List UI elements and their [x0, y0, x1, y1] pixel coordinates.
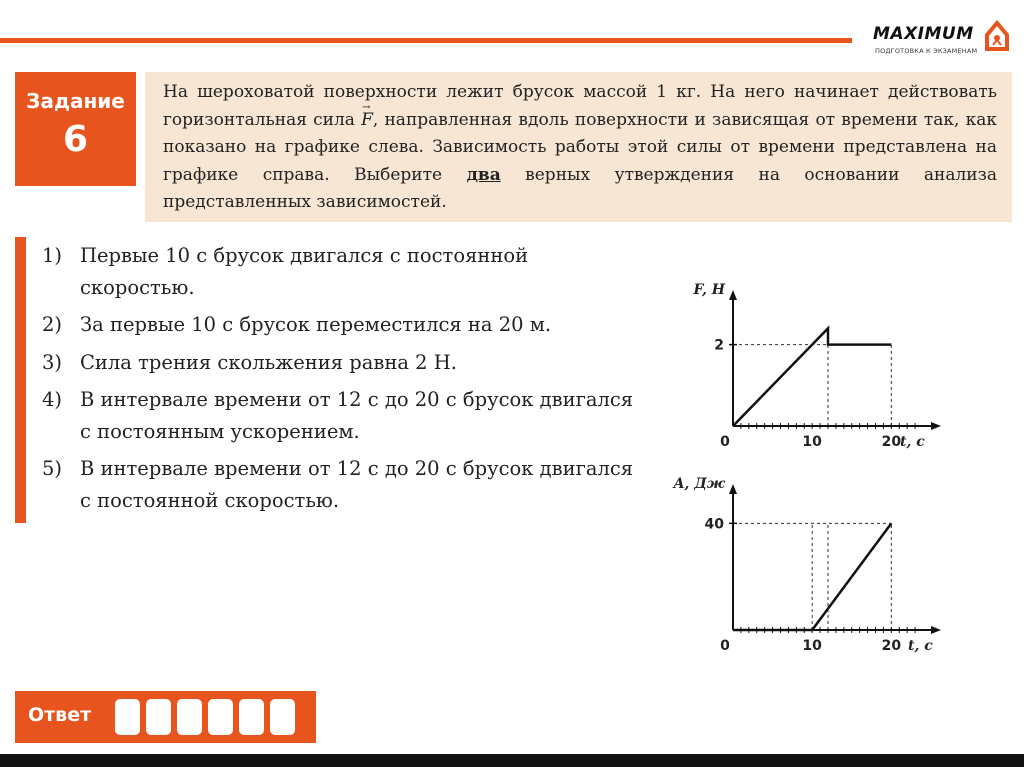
x-tick-label: 20	[881, 638, 902, 654]
options-side-bar	[15, 237, 26, 523]
task-number: 6	[62, 119, 89, 160]
answer-options	[42, 240, 642, 516]
origin-label: 0	[720, 638, 730, 654]
answer-label: Ответ	[28, 704, 92, 726]
option-text: Сила трения скольжения равна 2 Н.	[80, 350, 457, 374]
header-rule	[0, 38, 852, 43]
y-tick-label: 40	[704, 516, 724, 533]
force-vector-symbol: → F	[361, 107, 373, 135]
option-2	[42, 309, 642, 341]
problem-emphasis: два	[466, 164, 501, 185]
logo-house-icon	[983, 19, 1011, 59]
x-axis-label: t, с	[900, 434, 925, 450]
answer-cell[interactable]	[270, 699, 295, 735]
work-time-graph	[673, 476, 940, 660]
x-tick-label: 10	[802, 434, 822, 450]
problem-part-2: , направленная вдоль поверхности и зависящая от времени так, как показано на графике слева. Зависимость работы этой силы от времени представлена на графике справа. Выберите	[163, 109, 997, 185]
option-4	[42, 384, 642, 447]
y-axis-arrow	[729, 484, 737, 494]
x-tick-label: 20	[881, 434, 902, 450]
option-number: 3)	[42, 350, 63, 374]
logo-wordmark: MAXIMUM	[873, 24, 974, 44]
option-number: 2)	[42, 313, 63, 336]
y-axis-arrow	[729, 290, 737, 300]
answer-cell[interactable]	[115, 699, 140, 735]
problem-part-3: верных утверждения на основании анализа представленных зависимостей.	[163, 164, 998, 212]
x-axis-arrow	[931, 626, 941, 634]
option-text: Первые 10 с брусок двигался с постоянной скоростью.	[80, 244, 529, 299]
option-5	[42, 453, 642, 516]
x-axis-label: t, с	[908, 638, 933, 654]
task-badge	[15, 72, 136, 186]
option-number: 1)	[42, 244, 63, 267]
y-axis-label: A, Дж	[673, 476, 725, 492]
y-tick-label: 2	[714, 337, 724, 354]
x-axis-arrow	[931, 422, 941, 430]
option-text: В интервале времени от 12 с до 20 с брусок двигался с постоянным ускорением.	[80, 388, 634, 443]
origin-label: 0	[720, 434, 730, 450]
task-label: Задание	[26, 89, 125, 113]
option-1	[42, 240, 642, 303]
answer-cell[interactable]	[208, 699, 233, 735]
option-number: 4)	[42, 388, 63, 411]
force-time-graph	[680, 282, 940, 456]
maximum-logo	[873, 19, 1011, 61]
x-tick-label: 10	[802, 638, 822, 654]
option-number: 5)	[42, 457, 63, 480]
answer-cell[interactable]	[177, 699, 202, 735]
problem-part-1: На шероховатой поверхности лежит брусок массой 1 кг. На него начинает действовать горизонтальная сила	[163, 82, 997, 130]
data-line	[733, 328, 891, 426]
answer-bar	[15, 691, 316, 743]
option-3	[42, 347, 642, 379]
y-axis-label: F, Н	[693, 282, 725, 298]
logo-subtitle: ПОДГОТОВКА К ЭКЗАМЕНАМ	[875, 47, 978, 55]
answer-cell[interactable]	[146, 699, 171, 735]
problem-text	[163, 79, 997, 217]
option-text: За первые 10 с брусок переместился на 20 м.	[80, 313, 552, 336]
bottom-bar	[0, 754, 1024, 767]
problem-statement	[145, 72, 1012, 222]
answer-cell[interactable]	[239, 699, 264, 735]
option-text: В интервале времени от 12 с до 20 с брусок двигался с постоянной скоростью.	[80, 457, 634, 512]
